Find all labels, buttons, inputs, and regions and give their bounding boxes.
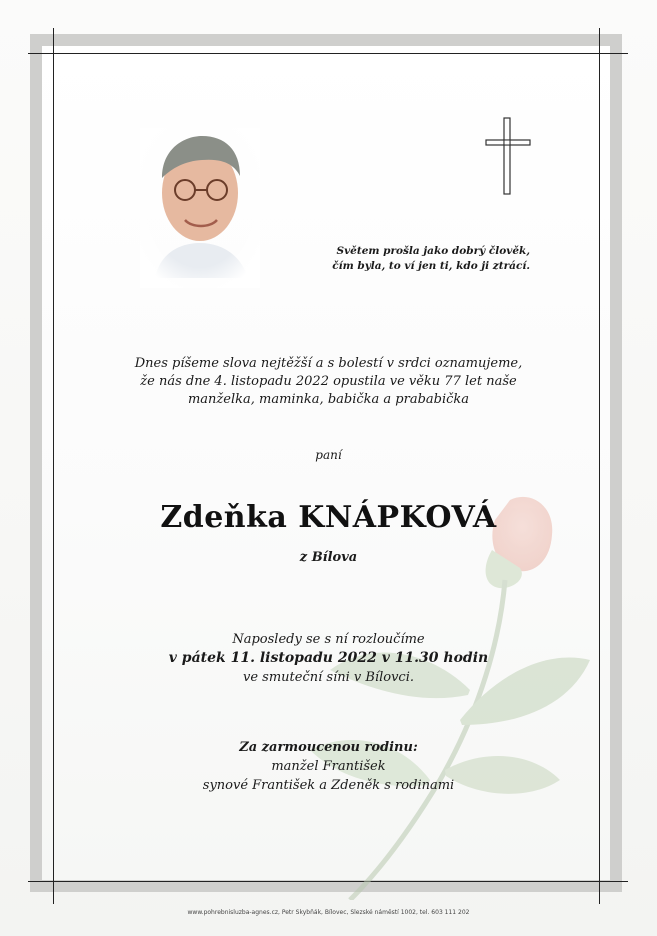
family-heading: Za zarmoucenou rodinu: <box>239 740 418 755</box>
announcement-line-2: že nás dne 4. listopadu 2022 opustila ve věku 77 let naše <box>140 374 517 389</box>
pani-label: paní <box>315 448 342 462</box>
deceased-name: Zdeňka KNÁPKOVÁ <box>160 500 497 535</box>
frame-line-top <box>28 53 628 54</box>
motto-line-1: Světem prošla jako dobrý člověk, <box>336 245 530 257</box>
frame-line-left <box>53 28 54 904</box>
portrait-photo <box>140 128 260 288</box>
rose-image <box>230 480 620 900</box>
announcement-line-1: Dnes píšeme slova nejtěžší a s bolestí v srdci oznamujeme, <box>134 356 523 371</box>
family-line-2: synové František a Zdeněk s rodinami <box>202 778 455 793</box>
announcement <box>100 355 557 409</box>
farewell-place: ve smuteční síni v Bílovci. <box>243 670 414 685</box>
announcement-line-3: manželka, maminka, babička a prababička <box>187 392 470 407</box>
frame-band-left <box>30 34 42 892</box>
motto <box>300 244 530 274</box>
farewell-date: v pátek 11. listopadu 2022 v 11.30 hodin <box>168 650 489 666</box>
farewell-line-1: Naposledy se s ní rozloučíme <box>232 632 425 647</box>
family-line-1: manžel František <box>271 759 386 774</box>
cross-icon <box>484 116 532 196</box>
family <box>100 738 557 795</box>
frame-band-top <box>30 34 622 46</box>
footer-credit: www.pohrebnisluzba-agnes.cz, Petr Skybňák, Bílovec, Slezské náměstí 1002, tel. 603 111 202 <box>187 909 470 916</box>
deceased-origin: z Bílova <box>299 550 358 565</box>
farewell <box>100 630 557 687</box>
motto-line-2: čím byla, to ví jen ti, kdo ji ztrácí. <box>332 260 530 272</box>
